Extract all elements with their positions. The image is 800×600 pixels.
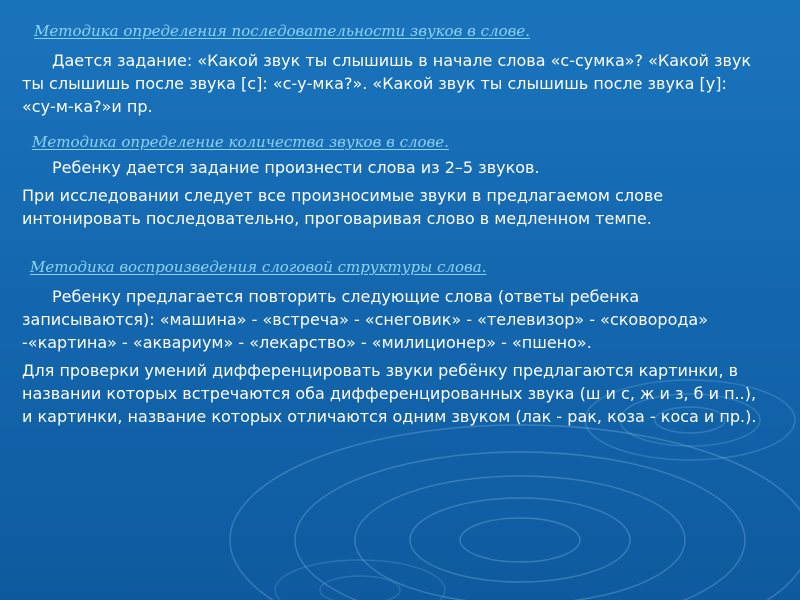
section-paragraph: Для проверки умений дифференцировать звуки ребёнку предлагаются картинки, в названии которых встречаются оба дифференцированных звука (ш и с, ж и з, б и п..), и картинки, название которых отличаются одним звуком (лак - рак, коза - коса и пр.). (22, 361, 757, 426)
section-heading-syllable: Методика воспроизведения слоговой структуры слова. (30, 258, 487, 276)
section-paragraph: Ребенку дается задание произнести слова из 2–5 звуков. (52, 158, 540, 177)
section-heading-sequence: Методика определения последовательности звуков в слове. (34, 22, 531, 40)
section-count (22, 133, 762, 230)
section-paragraph: При исследовании следует все произносимые звуки в предлагаемом слове интонировать последовательно, проговаривая слово в медленном темпе. (22, 186, 664, 228)
section-heading-count: Методика определение количества звуков в слове. (32, 133, 449, 151)
section-paragraph: Ребенку предлагается повторить следующие слова (ответы ребенка записываются): «машина» - «встреча» - «снеговик» - «телевизор» - «сковорода» -«картина» - «аквариум» - «лекарство» - «милиционер» - «пшено». (22, 287, 709, 352)
section-paragraph: Дается задание: «Какой звук ты слышишь в начале слова «с-сумка»? «Какой звук ты слышишь после звука [с]: «с-у-мка?». «Какой звук ты слышишь после звука [у]: «су-м-ка?»и пр. (22, 51, 752, 116)
section-sequence (22, 22, 762, 118)
section-syllable (22, 258, 762, 428)
